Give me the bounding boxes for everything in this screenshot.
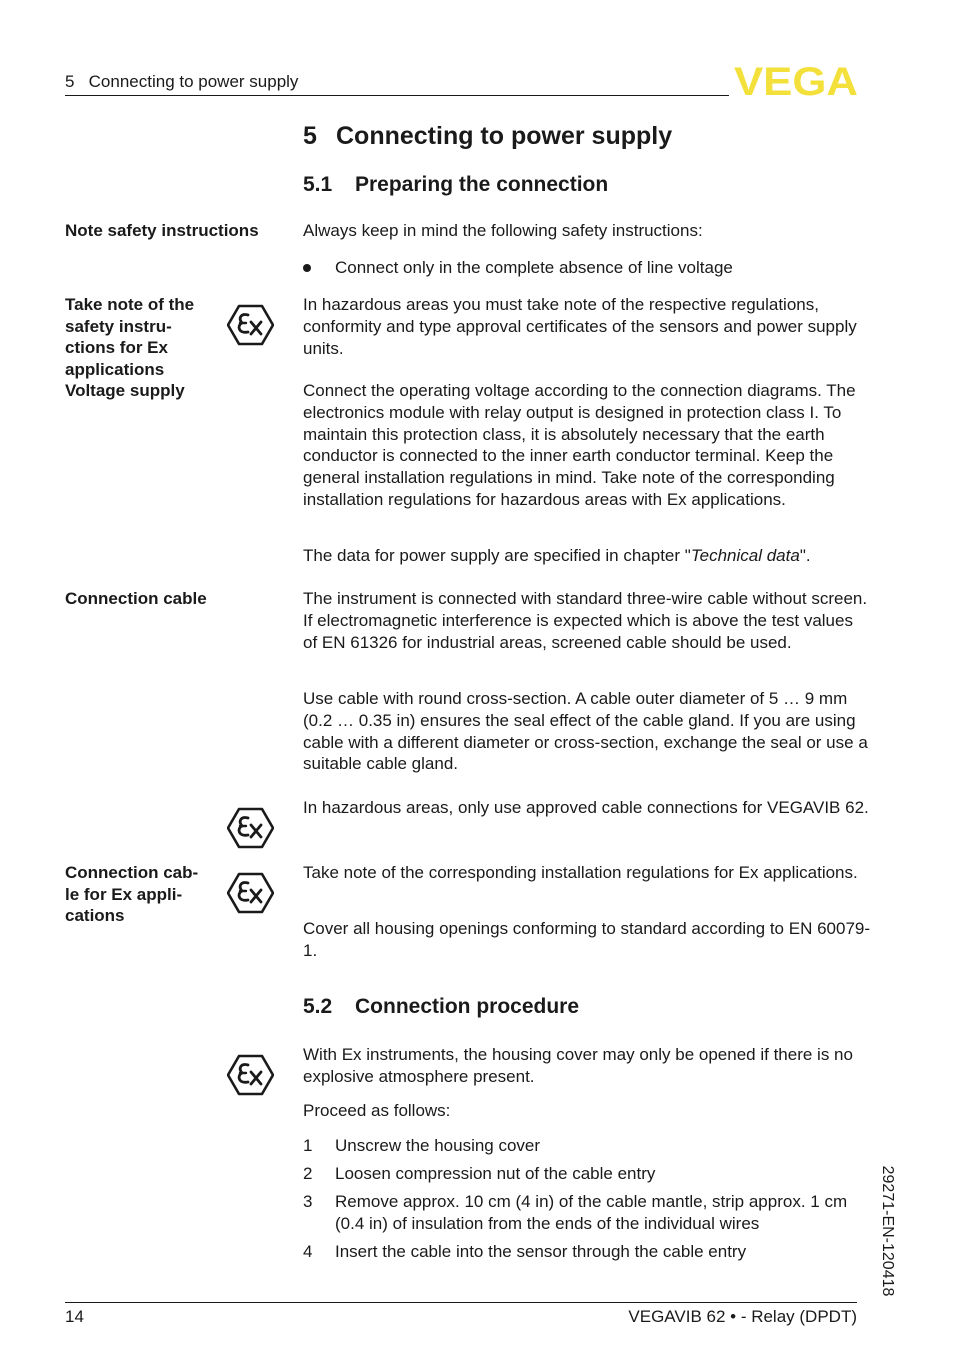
voltage-para: Connect the operating voltage according to the connection diagrams. The electronics module with relay output is designed in protection class I. To maintain this protection class, it is absolutely necessary that the earth conductor is connected to the inner earth conductor terminal. Keep the general installation regulations in mind. Take note of the corresponding installation regulations for hazardous areas with Ex applications. <box>303 381 856 509</box>
margin-note-voltage: Voltage supply <box>65 381 185 401</box>
step-number: 2 <box>303 1164 313 1183</box>
safety-bullet-text: Connect only in the complete absence of line voltage <box>335 258 733 277</box>
document-code <box>872 1158 902 1303</box>
page-number: 14 <box>65 1307 84 1326</box>
cable-para-1: The instrument is connected with standard three-wire cable without screen. If electromagnetic interference is expected which is above the test values of EN 61326 for industrial areas, screened cable should be used. <box>303 589 868 652</box>
margin-note-cable: Connection cable <box>65 589 207 608</box>
margin-note-ex-line: applications <box>65 359 165 379</box>
safety-intro: Always keep in mind the following safety instructions: <box>303 221 703 240</box>
header-rule <box>65 95 729 96</box>
ex-atex-icon <box>227 807 274 849</box>
cable-para-2: Use cable with round cross-section. A cable outer diameter of 5 … 9 mm (0.2 … 0.35 in) ensures the seal effect of the cable gland. If you are using cable with a different diameter or cross-section, exchange the seal or use a suitable cable gland. <box>303 689 868 774</box>
cable-ex-regulations-para: Take note of the corresponding installation regulations for Ex applications. <box>303 863 858 882</box>
section-number: 5.1 <box>303 173 333 196</box>
technical-data-suffix: ". <box>799 546 811 565</box>
margin-note-ex-line: Take note of the <box>65 295 195 314</box>
running-header-number: 5 <box>65 72 75 91</box>
technical-data-prefix: The data for power supply are specified in chapter " <box>303 546 691 565</box>
footer-product: VEGAVIB 62 • - Relay (DPDT) <box>628 1307 857 1326</box>
margin-note-ex <box>65 294 194 402</box>
chapter-title <box>303 122 672 151</box>
ex-atex-icon <box>227 872 274 914</box>
section-title: Connection procedure <box>355 995 580 1018</box>
running-header <box>65 72 298 92</box>
technical-data-para <box>303 545 871 567</box>
vega-logo-text: VEGA <box>734 63 858 99</box>
section-heading-5-2 <box>303 995 579 1019</box>
margin-note-safety: Note safety instructions <box>65 221 259 240</box>
ex-atex-icon <box>227 1054 274 1096</box>
chapter-number: 5 <box>303 122 317 150</box>
step-number: 3 <box>303 1192 313 1211</box>
technical-data-ref: Technical data <box>690 546 800 565</box>
margin-note-ex-line: safety instru- <box>65 316 172 336</box>
margin-note-cable-ex-line: cations <box>65 906 125 926</box>
step-number: 1 <box>303 1136 313 1155</box>
step-text: Insert the cable into the sensor through the cable entry <box>335 1242 747 1261</box>
section-title: Preparing the connection <box>355 173 609 196</box>
margin-note-cable-ex-line: le for Ex appli- <box>65 884 183 904</box>
footer-rule <box>65 1302 857 1303</box>
bullet-icon <box>303 264 311 272</box>
section-heading-5-1 <box>303 173 608 197</box>
margin-note-cable-ex <box>65 862 198 927</box>
step-number: 4 <box>303 1242 313 1261</box>
step-text: Loosen compression nut of the cable entry <box>335 1164 656 1183</box>
running-header-title: Connecting to power supply <box>88 72 299 91</box>
proceed-para: Proceed as follows: <box>303 1101 451 1120</box>
step-text: Unscrew the housing cover <box>335 1136 541 1155</box>
cable-ex-para: In hazardous areas, only use approved cable connections for VEGAVIB 62. <box>303 798 869 817</box>
step-text: Remove approx. 10 cm (4 in) of the cable mantle, strip approx. 1 cm (0.4 in) of insulation from the ends of the individual wires <box>335 1192 848 1233</box>
margin-note-cable-ex-line: Connection cab- <box>65 863 199 882</box>
section-number: 5.2 <box>303 995 333 1018</box>
margin-note-ex-line: ctions for Ex <box>65 338 168 358</box>
ex-atex-icon <box>227 304 274 346</box>
housing-openings-para: Cover all housing openings conforming to standard according to EN 60079-1. <box>303 919 871 960</box>
vega-logo <box>734 63 859 99</box>
ex-housing-cover-para: With Ex instruments, the housing cover may only be opened if there is no explosive atmosphere present. <box>303 1045 853 1086</box>
chapter-title-text: Connecting to power supply <box>336 122 673 150</box>
document-code-text: 29271-EN-120418 <box>879 1165 896 1296</box>
ex-regulations-para: In hazardous areas you must take note of the respective regulations, conformity and type approval certificates of the sensors and power supply units. <box>303 295 857 358</box>
